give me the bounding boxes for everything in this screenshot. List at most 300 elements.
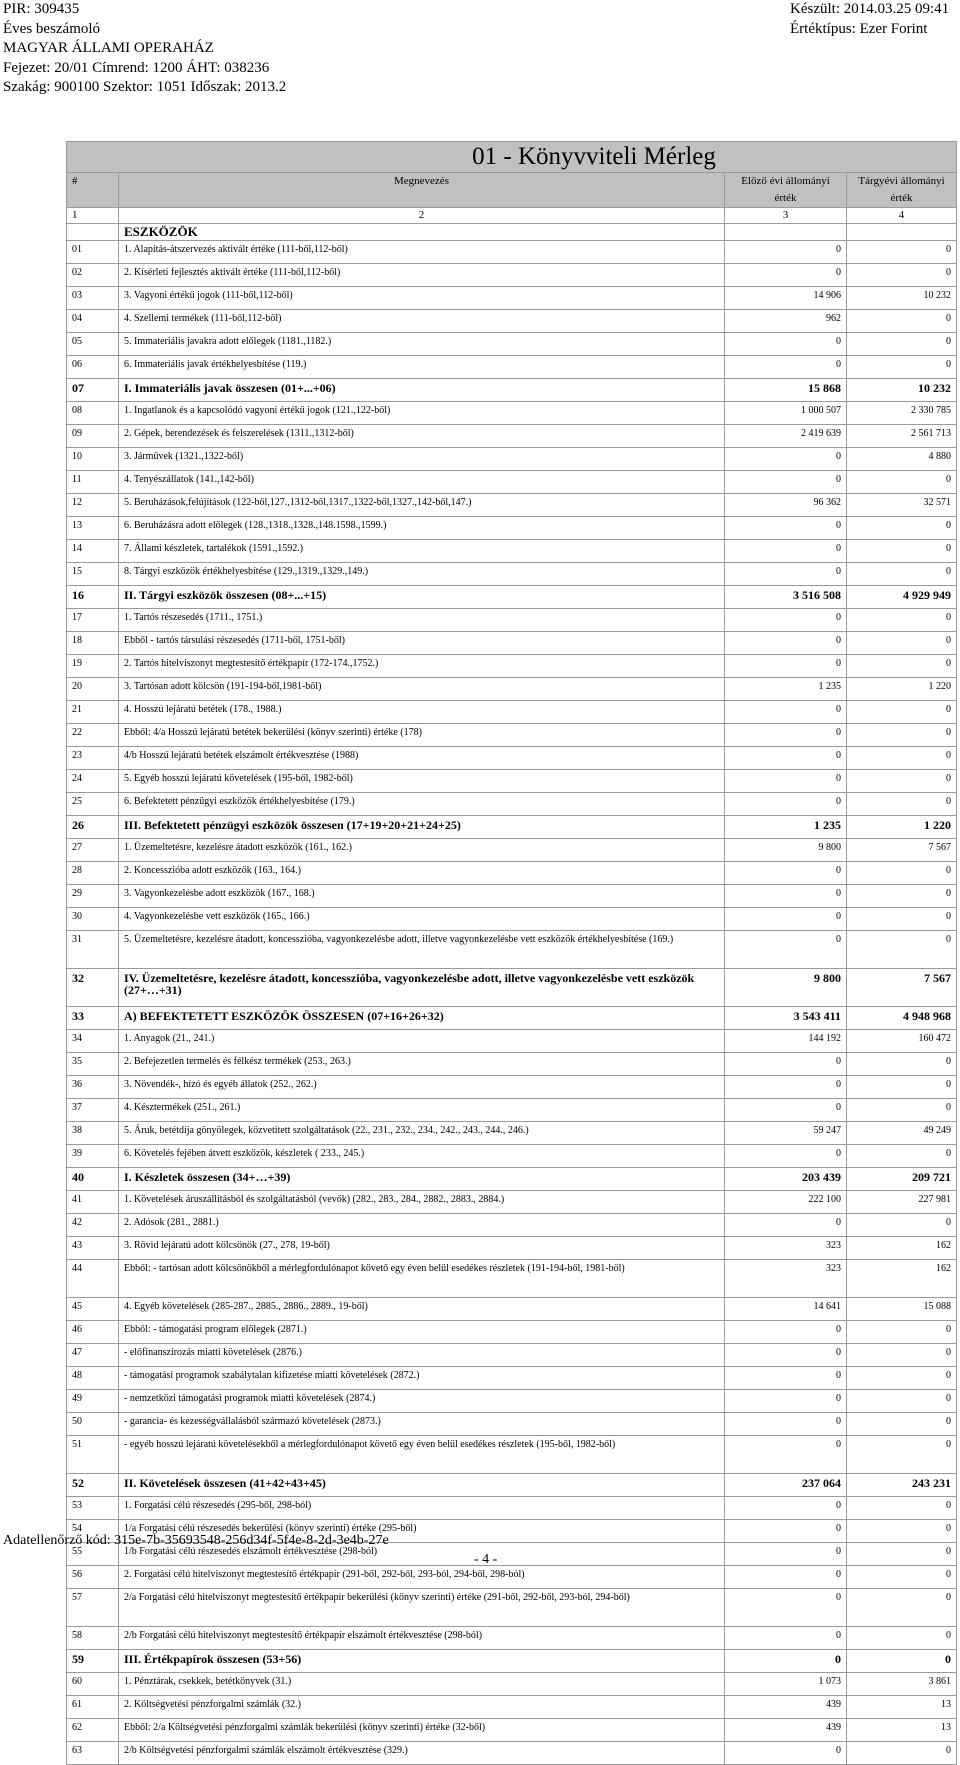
row-prev-value: 59 247 bbox=[725, 1122, 847, 1145]
row-curr-value: 0 bbox=[847, 310, 957, 333]
row-prev-value: 323 bbox=[725, 1260, 847, 1298]
row-curr-value: 0 bbox=[847, 471, 957, 494]
row-prev-value: 0 bbox=[725, 931, 847, 969]
row-name: 1. Követelések áruszállításból és szolgáltatásból (vevők) (282., 283., 284., 2882., 2883., 2884.) bbox=[119, 1191, 725, 1214]
row-number: 33 bbox=[67, 1007, 119, 1030]
row-curr-value: 7 567 bbox=[847, 969, 957, 1007]
table-row bbox=[67, 908, 957, 931]
row-name: 2. Kísérleti fejlesztés aktivált értéke (111-ből,112-ből) bbox=[119, 264, 725, 287]
row-name: - nemzetközi támogatási programok miatti követelések (2874.) bbox=[119, 1390, 725, 1413]
section-curr-cell bbox=[847, 224, 957, 241]
row-curr-value: 0 bbox=[847, 563, 957, 586]
row-prev-value: 14 641 bbox=[725, 1298, 847, 1321]
row-curr-value: 0 bbox=[847, 908, 957, 931]
row-prev-value: 0 bbox=[725, 1099, 847, 1122]
row-curr-value: 0 bbox=[847, 793, 957, 816]
table-row bbox=[67, 448, 957, 471]
row-name: Ebből - tartós társulási részesedés (1711-ből, 1751-ből) bbox=[119, 632, 725, 655]
table-row bbox=[67, 471, 957, 494]
row-curr-value: 162 bbox=[847, 1237, 957, 1260]
row-number: 10 bbox=[67, 448, 119, 471]
table-row bbox=[67, 724, 957, 747]
table-row bbox=[67, 1589, 957, 1627]
row-name: 3. Tartósan adott kölcsön (191-194-ből,1981-ből) bbox=[119, 678, 725, 701]
row-curr-value: 0 bbox=[847, 1543, 957, 1566]
row-curr-value: 162 bbox=[847, 1260, 957, 1298]
row-prev-value: 323 bbox=[725, 1237, 847, 1260]
row-curr-value: 0 bbox=[847, 540, 957, 563]
table-row-total bbox=[67, 1007, 957, 1030]
row-number: 41 bbox=[67, 1191, 119, 1214]
row-prev-value: 0 bbox=[725, 356, 847, 379]
row-number: 19 bbox=[67, 655, 119, 678]
table-row bbox=[67, 356, 957, 379]
row-curr-value: 0 bbox=[847, 1214, 957, 1237]
row-curr-value: 15 088 bbox=[847, 1298, 957, 1321]
col-header-num: # bbox=[67, 173, 119, 208]
row-name: 5. Egyéb hosszú lejáratú követelések (195-ből, 1982-ből) bbox=[119, 770, 725, 793]
col-number-3: 3 bbox=[725, 208, 847, 224]
row-curr-value: 1 220 bbox=[847, 678, 957, 701]
row-name: 1/a Forgatási célú részesedés bekerülési (könyv szerinti) értéke (295-ből) bbox=[119, 1520, 725, 1543]
section-title: ESZKÖZÖK bbox=[119, 224, 725, 241]
table-row bbox=[67, 609, 957, 632]
row-curr-value: 0 bbox=[847, 747, 957, 770]
row-prev-value: 0 bbox=[725, 724, 847, 747]
row-curr-value: 0 bbox=[847, 1321, 957, 1344]
row-number: 27 bbox=[67, 839, 119, 862]
chapter-line: Fejezet: 20/01 Címrend: 1200 ÁHT: 038236 bbox=[3, 59, 270, 76]
table-title: 01 - Könyvviteli Mérleg bbox=[67, 142, 957, 173]
table-row bbox=[67, 632, 957, 655]
row-prev-value: 0 bbox=[725, 517, 847, 540]
row-number: 57 bbox=[67, 1589, 119, 1627]
row-name: 5. Üzemeltetésre, kezelésre átadott, koncesszióba, vagyonkezelésbe adott, illetve vagyonkezelésbe vett eszközök értékhelyesbítése (169.) bbox=[119, 931, 725, 969]
row-curr-value: 0 bbox=[847, 655, 957, 678]
row-name: 4. Egyéb követelések (285-287., 2885., 2886., 2889., 19-ből) bbox=[119, 1298, 725, 1321]
row-curr-value: 0 bbox=[847, 264, 957, 287]
row-curr-value: 0 bbox=[847, 1566, 957, 1589]
row-name: 1. Pénztárak, csekkek, betétkönyvek (31.) bbox=[119, 1673, 725, 1696]
table-row bbox=[67, 517, 957, 540]
table-row bbox=[67, 540, 957, 563]
table-row bbox=[67, 678, 957, 701]
row-name: 2/b Költségvetési pénzforgalmi számlák elszámolt értékvesztése (329.) bbox=[119, 1742, 725, 1765]
table-row bbox=[67, 1145, 957, 1168]
row-number: 24 bbox=[67, 770, 119, 793]
table-row bbox=[67, 1030, 957, 1053]
row-name: 2. Koncesszióba adott eszközök (163., 164.) bbox=[119, 862, 725, 885]
row-name: 1. Forgatási célú részesedés (295-ből, 298-ból) bbox=[119, 1497, 725, 1520]
row-prev-value: 0 bbox=[725, 1053, 847, 1076]
row-curr-value: 0 bbox=[847, 701, 957, 724]
row-curr-value: 0 bbox=[847, 931, 957, 969]
table-row bbox=[67, 333, 957, 356]
col-number-1: 1 bbox=[67, 208, 119, 224]
row-prev-value: 3 543 411 bbox=[725, 1007, 847, 1030]
table-row bbox=[67, 1344, 957, 1367]
row-prev-value: 0 bbox=[725, 448, 847, 471]
row-number: 37 bbox=[67, 1099, 119, 1122]
table-row bbox=[67, 839, 957, 862]
row-number: 29 bbox=[67, 885, 119, 908]
row-curr-value: 0 bbox=[847, 1099, 957, 1122]
row-name: III. Értékpapírok összesen (53+56) bbox=[119, 1650, 725, 1673]
table-row bbox=[67, 494, 957, 517]
row-name: II. Tárgyi eszközök összesen (08+...+15) bbox=[119, 586, 725, 609]
col-header-prev: Előző évi állományi érték bbox=[725, 173, 847, 208]
row-name: 2. Tartós hitelviszonyt megtestesítő értékpapír (172-174.,1752.) bbox=[119, 655, 725, 678]
created-line: Készült: 2014.03.25 09:41 bbox=[790, 1, 950, 17]
row-prev-value: 96 362 bbox=[725, 494, 847, 517]
row-name: 2/b Forgatási célú hitelviszonyt megtestesítő értékpapír elszámolt értékvesztése (298-ból) bbox=[119, 1627, 725, 1650]
row-number: 31 bbox=[67, 931, 119, 969]
row-prev-value: 0 bbox=[725, 1566, 847, 1589]
row-number: 55 bbox=[67, 1543, 119, 1566]
row-name: Ebből: - tartósan adott kölcsönökből a mérlegfordulónapot követő egy éven belül esedékes részletek (191-194-ből, 1981-ből) bbox=[119, 1260, 725, 1298]
row-curr-value: 227 981 bbox=[847, 1191, 957, 1214]
row-prev-value: 0 bbox=[725, 655, 847, 678]
row-number: 18 bbox=[67, 632, 119, 655]
row-number: 02 bbox=[67, 264, 119, 287]
table-row-total bbox=[67, 1650, 957, 1673]
table-row-total bbox=[67, 816, 957, 839]
row-curr-value: 13 bbox=[847, 1719, 957, 1742]
row-curr-value: 0 bbox=[847, 517, 957, 540]
row-curr-value: 13 bbox=[847, 1696, 957, 1719]
row-name: 2. Költségvetési pénzforgalmi számlák (32.) bbox=[119, 1696, 725, 1719]
row-prev-value: 0 bbox=[725, 1076, 847, 1099]
title-row bbox=[67, 142, 957, 173]
table-row-total bbox=[67, 1168, 957, 1191]
row-prev-value: 0 bbox=[725, 885, 847, 908]
row-name: 6. Beruházásra adott előlegek (128.,1318.,1328.,148.1598.,1599.) bbox=[119, 517, 725, 540]
row-prev-value: 0 bbox=[725, 1145, 847, 1168]
row-name: 5. Áruk, betétdíja gönyölegek, közvetített szolgáltatások (22., 231., 232., 234., 242., 243., 244., 246.) bbox=[119, 1122, 725, 1145]
table-row bbox=[67, 1214, 957, 1237]
row-number: 07 bbox=[67, 379, 119, 402]
row-name: 1/b Forgatási célú részesedés elszámolt értékvesztése (298-ból) bbox=[119, 1543, 725, 1566]
row-number: 25 bbox=[67, 793, 119, 816]
row-prev-value: 203 439 bbox=[725, 1168, 847, 1191]
row-name: - támogatási programok szabálytalan kifizetése miatti követelések (2872.) bbox=[119, 1367, 725, 1390]
row-name: 4. Tenyészállatok (141.,142-ből) bbox=[119, 471, 725, 494]
table-row bbox=[67, 1497, 957, 1520]
row-name: 1. Anyagok (21., 241.) bbox=[119, 1030, 725, 1053]
row-curr-value: 49 249 bbox=[847, 1122, 957, 1145]
row-name: A) BEFEKTETETT ESZKÖZÖK ÖSSZESEN (07+16+26+32) bbox=[119, 1007, 725, 1030]
table-row bbox=[67, 1673, 957, 1696]
table-row bbox=[67, 862, 957, 885]
row-prev-value: 0 bbox=[725, 747, 847, 770]
col-header-curr: Tárgyévi állományi érték bbox=[847, 173, 957, 208]
row-number: 23 bbox=[67, 747, 119, 770]
row-curr-value: 3 861 bbox=[847, 1673, 957, 1696]
col-number-2: 2 bbox=[119, 208, 725, 224]
row-curr-value: 160 472 bbox=[847, 1030, 957, 1053]
row-curr-value: 0 bbox=[847, 1627, 957, 1650]
row-number: 28 bbox=[67, 862, 119, 885]
column-number-row bbox=[67, 208, 957, 224]
row-name: 4. Hosszú lejáratú betétek (178., 1988.) bbox=[119, 701, 725, 724]
table-row bbox=[67, 425, 957, 448]
row-name: Ebből: 2/a Költségvetési pénzforgalmi számlák bekerülési (könyv szerinti) értéke (32-ből) bbox=[119, 1719, 725, 1742]
row-prev-value: 0 bbox=[725, 1520, 847, 1543]
row-number: 50 bbox=[67, 1413, 119, 1436]
row-curr-value: 0 bbox=[847, 1413, 957, 1436]
row-curr-value: 0 bbox=[847, 724, 957, 747]
page-number: - 4 - bbox=[474, 1552, 498, 1567]
row-number: 09 bbox=[67, 425, 119, 448]
row-number: 48 bbox=[67, 1367, 119, 1390]
row-number: 35 bbox=[67, 1053, 119, 1076]
row-number: 52 bbox=[67, 1474, 119, 1497]
row-name: IV. Üzemeltetésre, kezelésre átadott, koncesszióba, vagyonkezelésbe adott, illetve vagyonkezelésbe vett eszközök (27+…+31) bbox=[119, 969, 725, 1007]
row-name: 3. Vagyoni értékű jogok (111-ből,112-ből) bbox=[119, 287, 725, 310]
report-header-left bbox=[3, 0, 286, 98]
row-curr-value: 10 232 bbox=[847, 379, 957, 402]
row-curr-value: 0 bbox=[847, 1520, 957, 1543]
row-number: 14 bbox=[67, 540, 119, 563]
row-curr-value: 32 571 bbox=[847, 494, 957, 517]
row-prev-value: 15 868 bbox=[725, 379, 847, 402]
row-curr-value: 0 bbox=[847, 770, 957, 793]
section-num-cell bbox=[67, 224, 119, 241]
row-curr-value: 0 bbox=[847, 609, 957, 632]
table-row bbox=[67, 1191, 957, 1214]
row-prev-value: 1 000 507 bbox=[725, 402, 847, 425]
row-curr-value: 0 bbox=[847, 1390, 957, 1413]
row-curr-value: 2 330 785 bbox=[847, 402, 957, 425]
row-number: 38 bbox=[67, 1122, 119, 1145]
section-row bbox=[67, 224, 957, 241]
row-curr-value: 4 880 bbox=[847, 448, 957, 471]
table-row bbox=[67, 1298, 957, 1321]
row-name: 2. Befejezetlen termelés és félkész termékek (253., 263.) bbox=[119, 1053, 725, 1076]
row-prev-value: 2 419 639 bbox=[725, 425, 847, 448]
table-row-total bbox=[67, 1474, 957, 1497]
table-row bbox=[67, 287, 957, 310]
row-curr-value: 0 bbox=[847, 1344, 957, 1367]
row-name: Ebből: - támogatási program előlegek (2871.) bbox=[119, 1321, 725, 1344]
row-number: 54 bbox=[67, 1520, 119, 1543]
row-name: 2. Forgatási célú hitelviszonyt megtestesítő értékpapír (291-ből, 292-ből, 293-ból, 294-ből, 298-ból) bbox=[119, 1566, 725, 1589]
row-prev-value: 0 bbox=[725, 1321, 847, 1344]
table-row bbox=[67, 1566, 957, 1589]
row-curr-value: 1 220 bbox=[847, 816, 957, 839]
row-prev-value: 1 235 bbox=[725, 816, 847, 839]
row-name: 2. Gépek, berendezések és felszerelések (1311.,1312-ből) bbox=[119, 425, 725, 448]
row-curr-value: 2 561 713 bbox=[847, 425, 957, 448]
row-number: 40 bbox=[67, 1168, 119, 1191]
row-number: 06 bbox=[67, 356, 119, 379]
table-row bbox=[67, 563, 957, 586]
row-prev-value: 1 073 bbox=[725, 1673, 847, 1696]
table-row-total bbox=[67, 586, 957, 609]
report-type-line: Éves beszámoló bbox=[3, 20, 101, 37]
row-number: 49 bbox=[67, 1390, 119, 1413]
row-prev-value: 439 bbox=[725, 1719, 847, 1742]
row-number: 04 bbox=[67, 310, 119, 333]
row-number: 12 bbox=[67, 494, 119, 517]
row-prev-value: 3 516 508 bbox=[725, 586, 847, 609]
row-prev-value: 0 bbox=[725, 1543, 847, 1566]
institution-line: MAGYAR ÁLLAMI OPERAHÁZ bbox=[3, 40, 214, 56]
row-curr-value: 0 bbox=[847, 1589, 957, 1627]
row-number: 05 bbox=[67, 333, 119, 356]
row-number: 16 bbox=[67, 586, 119, 609]
table-row bbox=[67, 885, 957, 908]
row-number: 26 bbox=[67, 816, 119, 839]
row-name: 3. Növendék-, hízó és egyéb állatok (252., 262.) bbox=[119, 1076, 725, 1099]
table-row bbox=[67, 1099, 957, 1122]
row-prev-value: 0 bbox=[725, 333, 847, 356]
row-name: 1. Üzemeltetésre, kezelésre átadott eszközök (161., 162.) bbox=[119, 839, 725, 862]
row-name: 2/a Forgatási célú hitelviszonyt megtestesítő értékpapír bekerülési (könyv szerinti) értéke (291-ből, 292-ből, 293-ból, 294-ből) bbox=[119, 1589, 725, 1627]
table-row bbox=[67, 1696, 957, 1719]
row-curr-value: 0 bbox=[847, 1650, 957, 1673]
row-number: 34 bbox=[67, 1030, 119, 1053]
table-row bbox=[67, 1627, 957, 1650]
row-prev-value: 0 bbox=[725, 1436, 847, 1474]
row-number: 56 bbox=[67, 1566, 119, 1589]
row-number: 39 bbox=[67, 1145, 119, 1168]
row-name: 1. Alapítás-átszervezés aktivált értéke (111-ből,112-ből) bbox=[119, 241, 725, 264]
row-name: 7. Állami készletek, tartalékok (1591.,1592.) bbox=[119, 540, 725, 563]
row-name: 3. Járművek (1321.,1322-ből) bbox=[119, 448, 725, 471]
row-curr-value: 0 bbox=[847, 1076, 957, 1099]
row-prev-value: 0 bbox=[725, 471, 847, 494]
table-row bbox=[67, 1367, 957, 1390]
table-row bbox=[67, 747, 957, 770]
row-curr-value: 0 bbox=[847, 241, 957, 264]
row-name: 4/b Hosszú lejáratú betétek elszámolt értékvesztése (1988) bbox=[119, 747, 725, 770]
row-curr-value: 0 bbox=[847, 1497, 957, 1520]
row-name: 4. Szellemi termékek (111-ből,112-ből) bbox=[119, 310, 725, 333]
row-name: I. Készletek összesen (34+…+39) bbox=[119, 1168, 725, 1191]
row-number: 42 bbox=[67, 1214, 119, 1237]
row-number: 62 bbox=[67, 1719, 119, 1742]
row-number: 60 bbox=[67, 1673, 119, 1696]
row-name: 4. Késztermékek (251., 261.) bbox=[119, 1099, 725, 1122]
row-name: I. Immateriális javak összesen (01+...+06) bbox=[119, 379, 725, 402]
table-row bbox=[67, 1237, 957, 1260]
row-prev-value: 0 bbox=[725, 540, 847, 563]
table-row bbox=[67, 1742, 957, 1765]
row-number: 63 bbox=[67, 1742, 119, 1765]
table-row bbox=[67, 1413, 957, 1436]
row-prev-value: 0 bbox=[725, 632, 847, 655]
table-row bbox=[67, 1053, 957, 1076]
pir-line: PIR: 309435 bbox=[3, 1, 80, 17]
row-number: 58 bbox=[67, 1627, 119, 1650]
row-number: 59 bbox=[67, 1650, 119, 1673]
row-name: 6. Immateriális javak értékhelyesbítése (119.) bbox=[119, 356, 725, 379]
row-prev-value: 0 bbox=[725, 609, 847, 632]
row-curr-value: 0 bbox=[847, 885, 957, 908]
row-number: 08 bbox=[67, 402, 119, 425]
table-row bbox=[67, 264, 957, 287]
row-name: 3. Vagyonkezelésbe adott eszközök (167., 168.) bbox=[119, 885, 725, 908]
row-number: 11 bbox=[67, 471, 119, 494]
row-curr-value: 0 bbox=[847, 333, 957, 356]
row-curr-value: 10 232 bbox=[847, 287, 957, 310]
row-curr-value: 0 bbox=[847, 1742, 957, 1765]
row-number: 61 bbox=[67, 1696, 119, 1719]
row-curr-value: 243 231 bbox=[847, 1474, 957, 1497]
section-prev-cell bbox=[725, 224, 847, 241]
row-curr-value: 4 948 968 bbox=[847, 1007, 957, 1030]
row-name: 6. Befektetett pénzügyi eszközök értékhelyesbítése (179.) bbox=[119, 793, 725, 816]
row-name: 6. Követelés fejében átvett eszközök, készletek ( 233., 245.) bbox=[119, 1145, 725, 1168]
row-curr-value: 0 bbox=[847, 1145, 957, 1168]
row-number: 53 bbox=[67, 1497, 119, 1520]
table-row-total bbox=[67, 379, 957, 402]
row-name: III. Befektetett pénzügyi eszközök összesen (17+19+20+21+24+25) bbox=[119, 816, 725, 839]
row-prev-value: 0 bbox=[725, 793, 847, 816]
row-number: 01 bbox=[67, 241, 119, 264]
row-prev-value: 0 bbox=[725, 1214, 847, 1237]
table-row bbox=[67, 655, 957, 678]
table-row bbox=[67, 402, 957, 425]
row-number: 03 bbox=[67, 287, 119, 310]
row-name: Ebből: 4/a Hosszú lejáratú betétek bekerülési (könyv szerinti) értéke (178) bbox=[119, 724, 725, 747]
row-curr-value: 0 bbox=[847, 632, 957, 655]
row-number: 32 bbox=[67, 969, 119, 1007]
row-name: 3. Rövid lejáratú adott kölcsönök (27., 278, 19-ből) bbox=[119, 1237, 725, 1260]
table-row bbox=[67, 1076, 957, 1099]
row-number: 21 bbox=[67, 701, 119, 724]
row-prev-value: 439 bbox=[725, 1696, 847, 1719]
table-row bbox=[67, 310, 957, 333]
row-curr-value: 0 bbox=[847, 1436, 957, 1474]
row-name: 1. Ingatlanok és a kapcsolódó vagyoni értékű jogok (121.,122-ből) bbox=[119, 402, 725, 425]
col-number-4: 4 bbox=[847, 208, 957, 224]
row-curr-value: 209 721 bbox=[847, 1168, 957, 1191]
row-prev-value: 0 bbox=[725, 264, 847, 287]
row-name: 5. Beruházások,felújítások (122-ből,127.,1312-ből,1317.,1322-ből,1327.,142-ből,147.) bbox=[119, 494, 725, 517]
row-prev-value: 14 906 bbox=[725, 287, 847, 310]
table-row bbox=[67, 241, 957, 264]
row-prev-value: 222 100 bbox=[725, 1191, 847, 1214]
row-prev-value: 1 235 bbox=[725, 678, 847, 701]
row-prev-value: 0 bbox=[725, 1497, 847, 1520]
table-row bbox=[67, 1321, 957, 1344]
row-prev-value: 0 bbox=[725, 563, 847, 586]
table-row-total bbox=[67, 969, 957, 1007]
row-number: 20 bbox=[67, 678, 119, 701]
row-number: 43 bbox=[67, 1237, 119, 1260]
table-row bbox=[67, 1122, 957, 1145]
row-prev-value: 0 bbox=[725, 1367, 847, 1390]
row-prev-value: 962 bbox=[725, 310, 847, 333]
balance-sheet-table bbox=[66, 141, 957, 1765]
table-row bbox=[67, 770, 957, 793]
table-row bbox=[67, 701, 957, 724]
row-prev-value: 0 bbox=[725, 1589, 847, 1627]
row-curr-value: 0 bbox=[847, 862, 957, 885]
row-prev-value: 0 bbox=[725, 1344, 847, 1367]
table-row bbox=[67, 931, 957, 969]
row-prev-value: 0 bbox=[725, 1627, 847, 1650]
row-prev-value: 0 bbox=[725, 862, 847, 885]
row-number: 46 bbox=[67, 1321, 119, 1344]
row-prev-value: 0 bbox=[725, 701, 847, 724]
row-prev-value: 0 bbox=[725, 908, 847, 931]
col-header-name: Megnevezés bbox=[119, 173, 725, 208]
row-prev-value: 237 064 bbox=[725, 1474, 847, 1497]
row-number: 15 bbox=[67, 563, 119, 586]
